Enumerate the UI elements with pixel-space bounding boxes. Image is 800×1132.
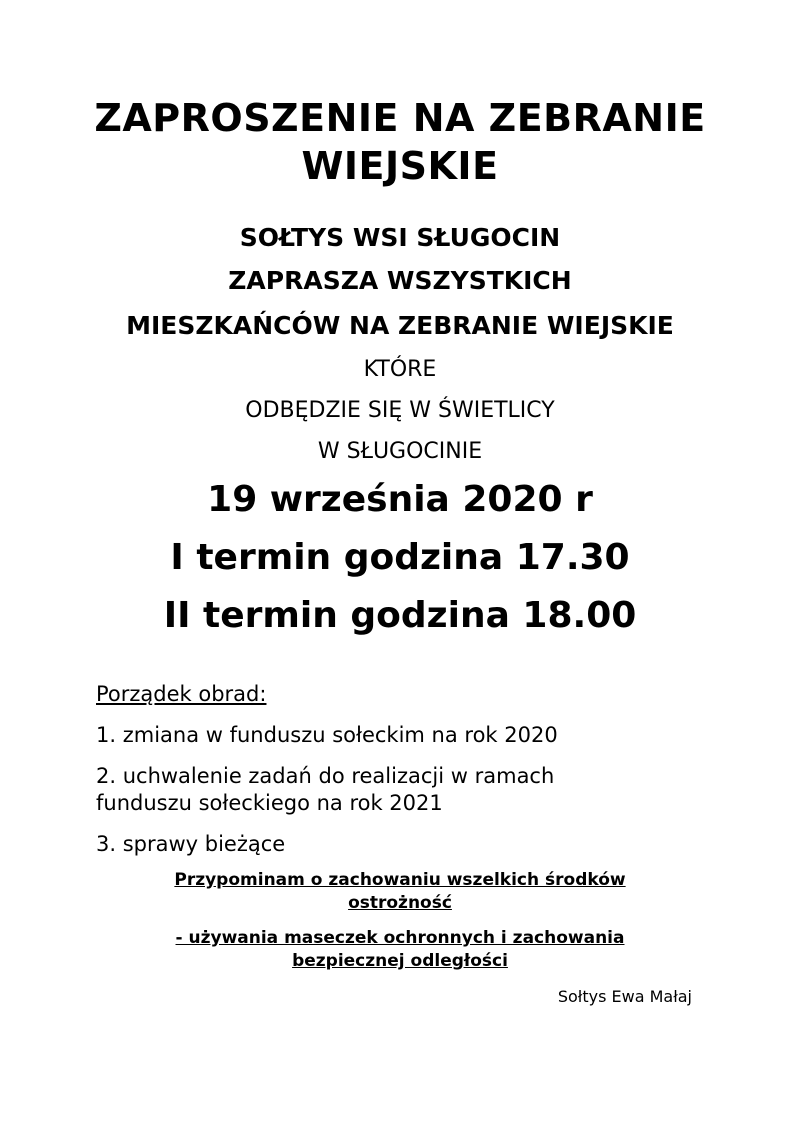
signature: Sołtys Ewa Małaj xyxy=(557,987,692,1006)
invitation-line-5: ODBĘDZIE SIĘ W ŚWIETLICY xyxy=(245,398,555,423)
agenda-heading: Porządek obrad: xyxy=(96,682,267,706)
agenda-item-3: 3. sprawy bieżące xyxy=(96,832,286,856)
meeting-date: 19 września 2020 r xyxy=(207,479,593,520)
first-term: I termin godzina 17.30 xyxy=(170,537,630,578)
document-title: ZAPROSZENIE NA ZEBRANIE WIEJSKIE xyxy=(94,96,706,188)
invitation-line-2: ZAPRASZA WSZYSTKICH xyxy=(228,266,572,295)
second-term: II termin godzina 18.00 xyxy=(163,595,637,636)
invitation-line-3: MIESZKAŃCÓW NA ZEBRANIE WIEJSKIE xyxy=(126,311,674,340)
reminder-line-2: - używania maseczek ochronnych i zachowania bezpiecznej odległości xyxy=(175,928,625,971)
agenda-item-2: 2. uchwalenie zadań do realizacji w ramach funduszu sołeckiego na rok 2021 xyxy=(96,764,555,815)
invitation-line-1: SOŁTYS WSI SŁUGOCIN xyxy=(239,223,561,252)
reminder-line-1: Przypominam o zachowaniu wszelkich środków ostrożność xyxy=(174,870,626,913)
invitation-line-6: W SŁUGOCINIE xyxy=(317,439,483,464)
invitation-line-4: KTÓRE xyxy=(363,357,437,382)
agenda-item-1: 1. zmiana w funduszu sołeckim na rok 2020 xyxy=(96,723,558,747)
